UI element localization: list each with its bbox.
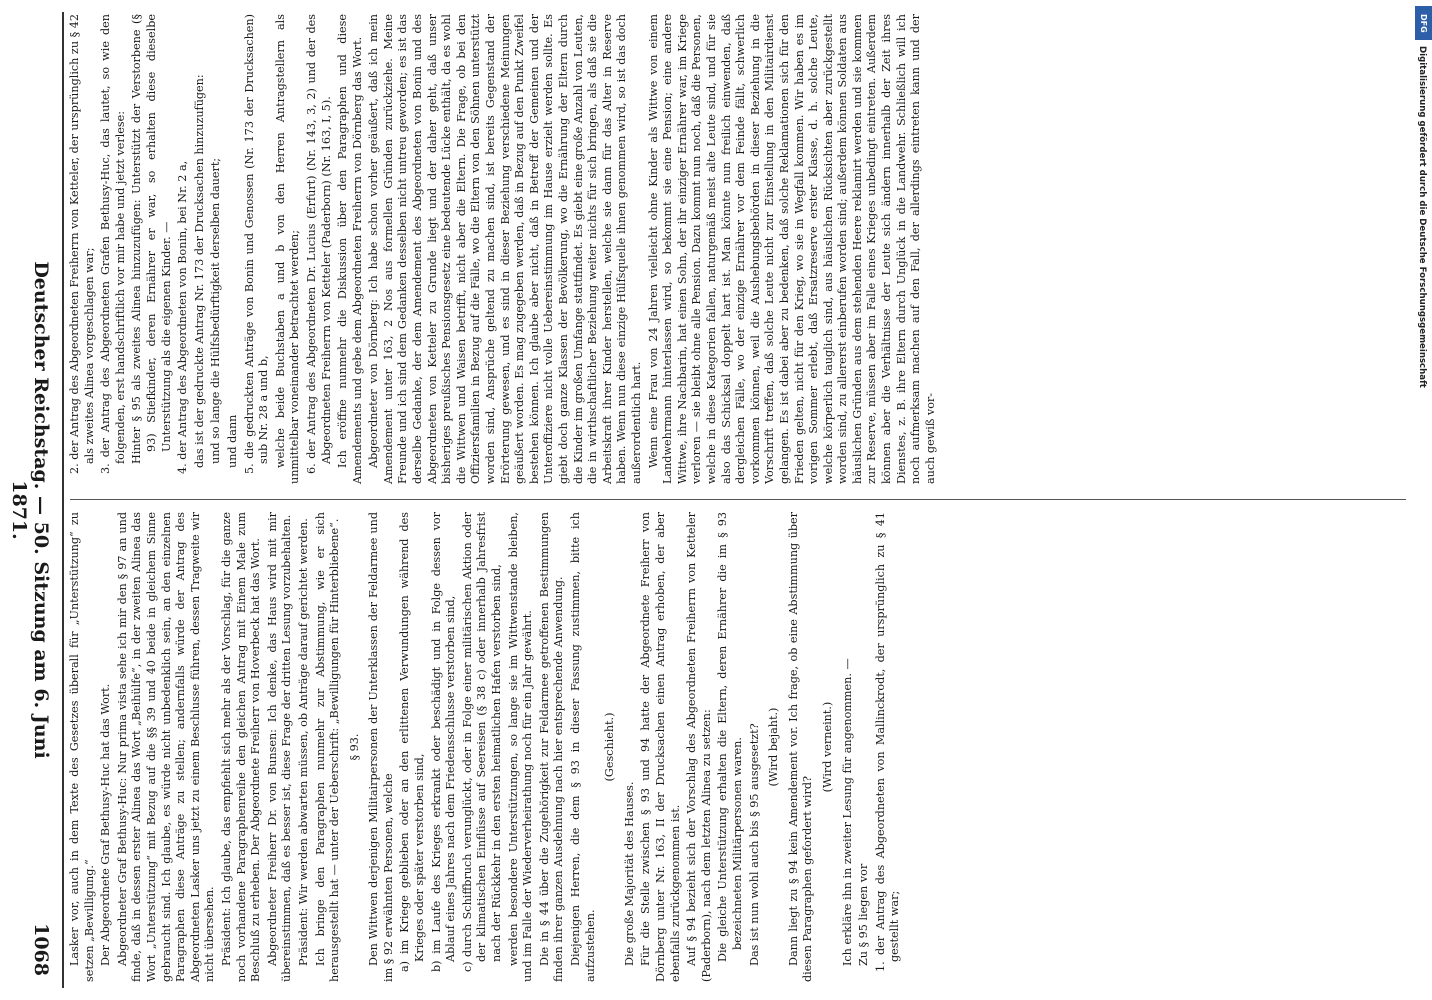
list-item: 1. der Antrag des Abgeordneten von Mallinckrodt, der ursprünglich zu § 41 gestellt war;: [873, 512, 902, 972]
paragraph: werden besondere Unterstützungen, so lange sie im Wittwenstande bleiben, und im Falle der Wiederverheirathung noch für ein Jahr gewährt.: [506, 512, 535, 982]
paragraph: Ich erkläre ihn in zweiter Lesung für angenommen. —: [840, 658, 854, 966]
paragraph: Der Abgeordnete Graf Bethusy-Huc hat das Wort.: [99, 683, 113, 966]
section-heading: § 93.: [347, 733, 361, 761]
paragraph: Lasker vor, auch in dem Texte des Gesetzes überall für „Unterstützung“ zu setzen „Bewilligung.“: [68, 512, 96, 982]
paragraph: Zu § 95 liegen vor: [857, 863, 871, 966]
dfg-logo-icon: DFG: [1415, 6, 1432, 40]
paragraph: Diejenigen Herren, die dem § 93 in dieser Fassung zustimmen, bitte ich aufzustehen.: [569, 512, 597, 982]
list-item: a) im Kriege geblieben oder an den erlittenen Verwundungen während des Krieges oder später verstorben sind,: [398, 512, 427, 972]
paragraph: Dann liegt zu § 94 kein Amendement vor. Ich frage, ob eine Abstimmung über diesen Paragraphen gefordert wird?: [786, 512, 815, 982]
paragraph: und dann: [225, 414, 239, 468]
paragraph: Abgeordneter von Dörnberg: Ich habe schon vorher geäußert, daß ich mein Amendement unter 163, 2 Nos aus formellen Gründen zurückziehe. Meine Freunde und ich sind dem Gedanken desselben nicht untreu geworden; es ist das derselbe Gedanke, der dem Amendement des Abgeordneten von Bonin und des Abgeordneten von Ketteler zu Grunde liegt und der daher geht, daß unser bisheriges preußisches Pensionsgesetz eine bedeutende Lücke enthält, da es wohl die Wittwen und Waisen betrifft, nicht aber die Eltern. Die Frage, ob bei den Offiziersfamilien in Bezug auf die Fälle, wo die Eltern von den Söhnen unterstützt worden sind, Ansprüche geltend zu machen sind, ist bereits Gegenstand der Erörterung gewesen, und es sind in dieser Beziehung verschiedene Meinungen geäußert worden. Es mag zugegeben werden, daß in Bezug auf den Punkt Zweifel bestehen können. Ich glaube aber nicht, daß in Betreff der Gemeinen und der Unteroffiziere nicht volle Uebereinstimmung im Hause erzielt werden sollte. Es giebt doch ganze Klassen der Bevölkerung, wo die Ernährung der Eltern durch die Kinder im großen Umfange stattfindet. Es giebt eine große Anzahl von Leuten, die in wirthschaftlicher Beziehung weiter nichts für sich bringen, als daß sie die Arbeitskraft ihrer Kinder herstellen, welche sie dann für das Alter in Reserve haben. Wenn nun diese einzige Hülfsquelle ihnen genommen wird, so ist das doch außerordentlich hart.: [367, 14, 643, 484]
page-header: [8, 10, 58, 990]
column-divider: [70, 499, 1406, 500]
stage-note: (Geschieht.): [603, 712, 617, 782]
paragraph: Auf § 94 bezieht sich der Vorschlag des Abgeordneten Freiherrn von Ketteler (Paderborn), nach dem letzten Alinea zu setzen:: [685, 512, 713, 982]
paragraph: Abgeordneter Freiherr Dr. von Bunsen: Ich denke, das Haus wird mit mir übereinstimmen, daß es besser ist, diese Frage der dritten Lesung vorzubehalten.: [265, 512, 294, 982]
digitization-credit: Digitalisierung gefördert durch die Deutsche Forschungsgemeinschaft: [1417, 46, 1427, 388]
paragraph: das ist der gedruckte Antrag Nr. 173 der Drucksachen hinzuzufügen:: [192, 74, 206, 468]
margin-strip: [1415, 0, 1432, 1000]
page-number: 1068: [30, 923, 52, 976]
paragraph: Abgeordneter Graf Bethusy-Huc: Nur prima vista sehe ich mir den § 97 an und finde, daß in dessen erster Alinea das Wort „Beihülfe“, in der zweiten Alinea das Wort „Unterstützung“ mit Bezug auf die §§ 39 und 40 beide in gleichem Sinne gebraucht sind. Ich glaube, es würde nicht unbedenklich sein, an den einzelnen Paragraphen diese Anträge zu stellen; andernfalls würde der Antrag des Abgeordneten Lasker uns jetzt zu einem Beschlusse führen, dessen Tragweite wir nicht übersehen.: [115, 512, 217, 982]
stage-note: (Wird bejaht.): [767, 707, 781, 787]
paragraph: Präsident: Wir werden abwarten müssen, ob Anträge darauf gerichtet werden.: [296, 518, 310, 966]
quoted-amendment: und so lange die Hülfsbedürftigkeit derselben dauert;: [209, 157, 223, 464]
paragraph: Wenn eine Frau von 24 Jahren vielleicht ohne Kinder als Wittwe von einem Landwehrmann hinterlassen wird, so bekommt sie eine Pension; eine andere Wittwe, ihre Nachbarin, hat einen Sohn, der ihr einziger Ernährer war, im Kriege verloren — sie bleibt ohne alle Pension. Dazu kommt nun noch, daß die Personen, welche in diese Kategorien fallen, naturgemäß meist alte Leute sind, und für sie also das Schicksal doppelt hart ist. Man könnte nun freilich einwenden, daß dergleichen Fälle, wo der einzige Ernährer vor dem Feinde fällt, schwerlich vorkommen können, weil die Aushebungsbehörden in dieser Beziehung in die Vorschrift treffen, daß solche Leute nicht zur Einstellung in den Militairdienst gelangen. Es ist dabei aber zu bedenken, daß solche Reklamationen sich für den Frieden gelten, nicht für den Krieg, wo sie in Wegfall kommen. Wir haben es im vorigen Sommer erlebt, daß Ersatzreserve erster Klasse, d. h. solche Leute, welche körperlich tauglich sind, aus häuslichen Rücksichten aber zurückgestellt worden sind, zu allererst einberufen worden sind; außerdem können Soldaten aus häuslichen Gründen aus dem stehenden Heere reklamirt werden und sie kommen zur Reserve, müssen aber im Falle eines Krieges unbedingt eintreten. Außerdem können aber die Verhältnisse der Leute sich ändern innerhalb der Zeit ihres Dienstes, z. B. ihre Eltern durch Unglück in die Landwehr. Schließlich will ich noch aufmerksam machen auf den Fall, der allerdings eintreten kann und der auch gewiß vor-: [646, 14, 937, 484]
page-title: Deutscher Reichstag. — 50. Sitzung am 6. Juni 1871.: [8, 261, 52, 759]
paragraph: Präsident: Ich glaube, das empfiehlt sich mehr als der Vorschlag, für die ganze noch vorhandene Paragraphenreihe den gleichen Antrag mit Einem Male zum Beschluß zu erheben. Der Abgeordnete Freiherr von Hoverbeck hat das Wort.: [219, 512, 263, 982]
paragraph: Ich bringe den Paragraphen nunmehr zur Abstimmung, wie er sich herausgestellt hat — unter der Ueberschrift: „Bewilligungen für Hinterbliebene“.: [313, 512, 342, 982]
list-item: 5. die gedruckten Anträge von Bonin und Genossen (Nr. 173 der Drucksachen) sub Nr. 28 a und b,: [242, 14, 271, 474]
paragraph: welche beide Buchstaben a und b von den Herren Antragstellern als unmittelbar voneinander betrachtet werden;: [273, 14, 302, 484]
quoted-amendment: Die gleiche Unterstützung erhalten die Eltern, deren Ernährer die im § 93 bezeichneten Militärpersonen waren.: [716, 512, 744, 962]
list-item: 3. der Antrag des Abgeordneten Grafen Bethusy-Huc, das lautet, so wie den folgenden, erst handschriftlich vor mir habe und jetzt verlese:: [99, 14, 127, 474]
right-text-column: [68, 14, 1408, 484]
list-item: 4. der Antrag des Abgeordneten von Bonin, bei Nr. 2 a,: [176, 160, 190, 474]
stage-note: (Wird verneint.): [820, 701, 834, 793]
paragraph: Die große Majorität des Hauses.: [622, 781, 636, 966]
list-item: 2. der Antrag des Abgeordneten Freiherrn von Ketteler, der ursprünglich zu § 42 als zweites Alinea vorgeschlagen war;: [68, 14, 96, 474]
paragraph: Das ist nun wohl auch bis § 95 ausgesetzt?: [747, 723, 761, 966]
quoted-amendment: Hinter § 95 als zweites Alinea hinzuzufügen: Unterstützt der Verstorbene (§ 93) Stiefkinder, deren Ernährer er war, so erhalten diese dieselbe Unterstützung als die eigenen Kinder. —: [130, 14, 173, 464]
list-item: c) durch Schiffbruch verunglückt, oder in Folge einer militärischen Aktion oder der klimatischen Einflüsse auf Seereisen (§ 38 c) oder innerhalb Jahresfrist nach der Rückkehr in den ersten heimatlichen Hafen verstorben sind,: [460, 512, 504, 972]
list-item: b) im Laufe des Krieges erkrankt oder beschädigt und in Folge dessen vor Ablauf eines Jahres nach dem Friedensschlusse verstorben sind,: [429, 512, 458, 972]
header-rule: [62, 12, 64, 988]
paragraph: Für die Stelle zwischen § 93 und 94 hatte der Abgeordnete Freiherr von Dörnberg unter Nr. 163, II der Drucksachen einen Antrag erhoben, der aber ebenfalls zurückgenommen ist.: [639, 512, 682, 982]
paragraph: Den Wittwen derjenigen Militairpersonen der Unterklassen der Feldarmee und im § 92 erwähnten Personen, welche: [367, 512, 395, 982]
paragraph: Die in § 44 über die Zugehörigkeit zur Feldarmee getroffenen Bestimmungen finden ihrer ganzen Ausdehnung nach hier entsprechende Anwendung.: [537, 512, 566, 982]
left-text-column: [68, 512, 1408, 982]
paragraph: Ich eröffne nunmehr die Diskussion über den Paragraphen und diese Amendements und gebe dem Abgeordneten Freiherrn von Dörnberg das Wort.: [336, 14, 364, 484]
list-item: 6. der Antrag des Abgeordneten Dr. Lucius (Erfurt) (Nr. 143, 3, 2) und der des Abgeordneten Freiherrn von Ketteler (Paderborn) (Nr. 163, I, 5).: [304, 14, 333, 474]
